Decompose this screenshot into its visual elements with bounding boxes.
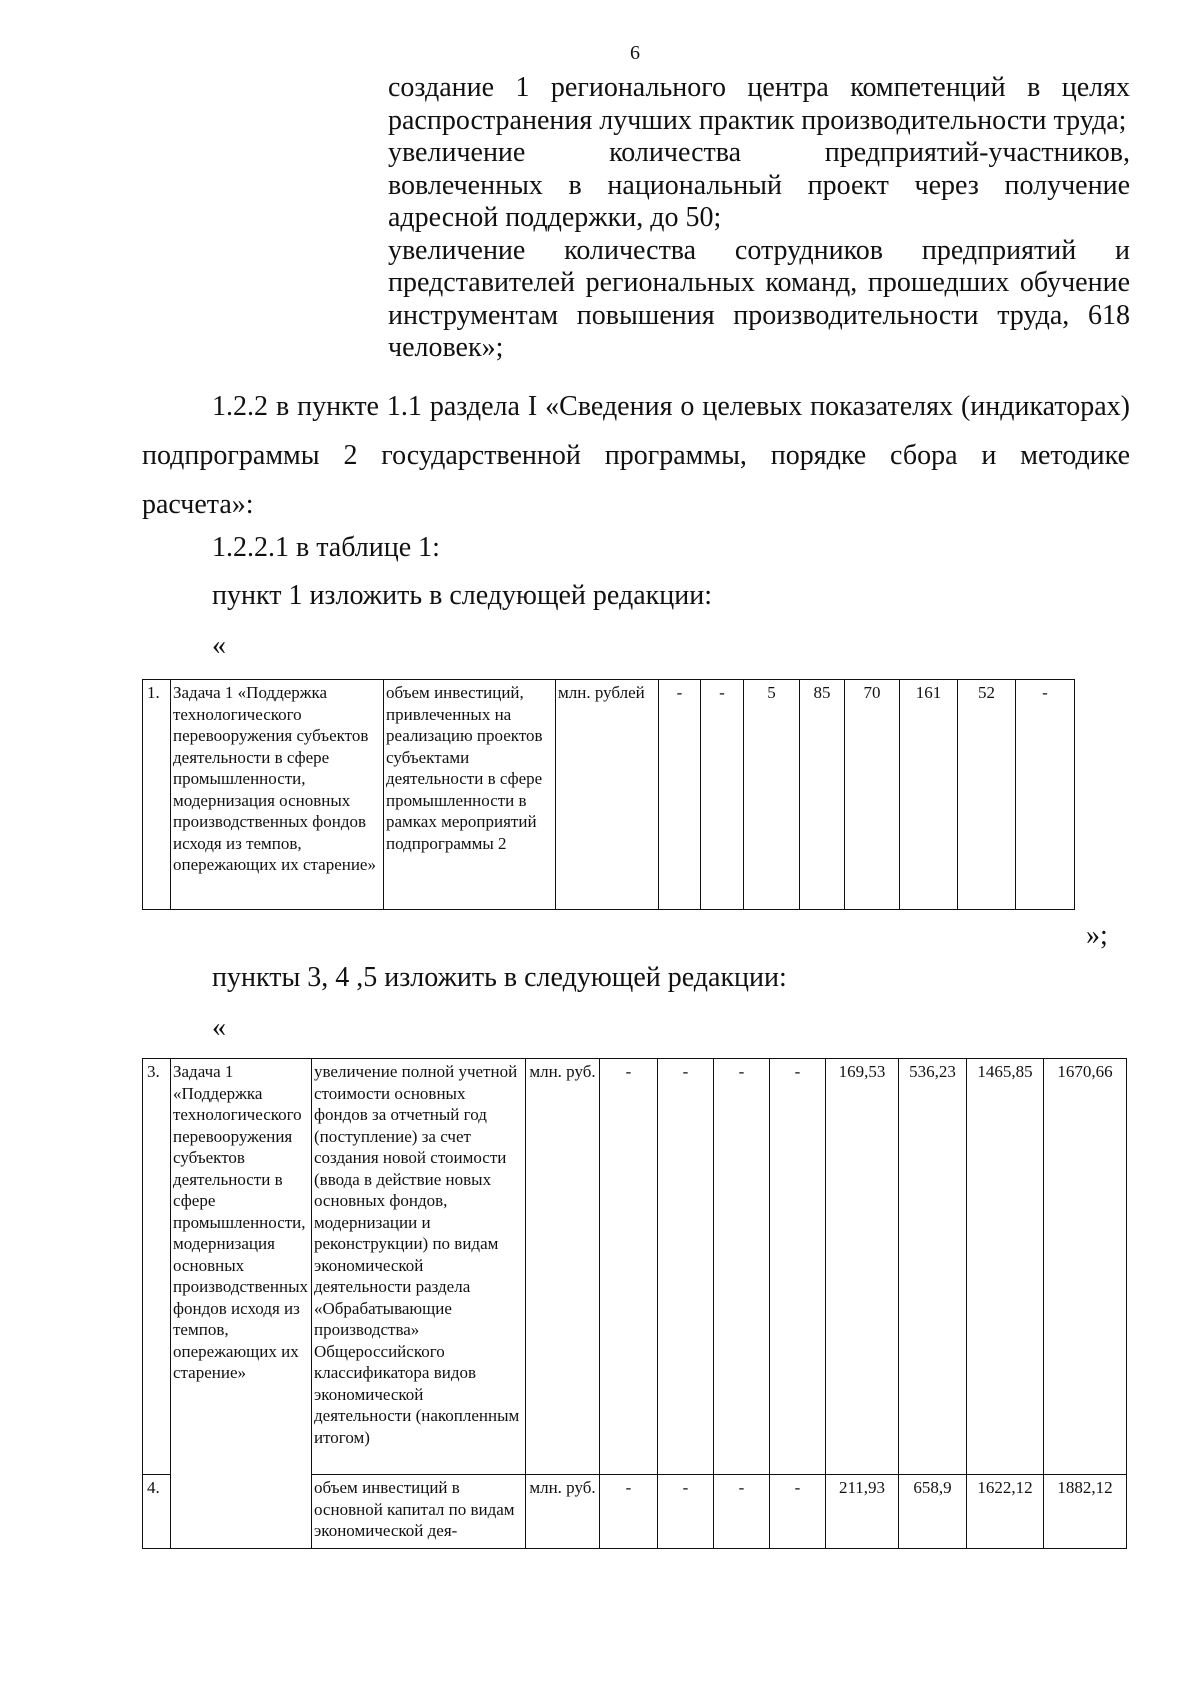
value-cell: 169,53 [826, 1059, 899, 1475]
paragraph-punkty: пункты 3, 4 ,5 изложить в следующей редакции: [212, 962, 787, 993]
value-cell: - [1016, 680, 1075, 910]
value-cell: - [658, 1475, 714, 1549]
value-cell: 1465,85 [967, 1059, 1044, 1475]
value-cell: 85 [800, 680, 845, 910]
value-cell: 1622,12 [967, 1475, 1044, 1549]
value-cell: - [600, 1475, 658, 1549]
list-block [388, 72, 1130, 365]
value-cell: 70 [845, 680, 900, 910]
open-quote-1: « [212, 630, 226, 661]
row-index: 4. [143, 1475, 171, 1549]
paragraph-1-2-2: 1.2.2 в пункте 1.1 раздела I «Сведения о целевых показателях (индикаторах) подпрограммы 2 государственной программы, порядке сбора и методике расчета»: [142, 391, 1130, 520]
table-1 [142, 679, 1075, 910]
value-cell: 211,93 [826, 1475, 899, 1549]
value-cell: 1882,12 [1044, 1475, 1127, 1549]
table-row [143, 680, 1075, 910]
value-cell: - [714, 1059, 770, 1475]
unit-cell: млн. рублей [556, 680, 659, 910]
table-row [143, 1059, 1127, 1475]
indicator-cell: увеличение полной учетной стоимости основных фондов за отчетный год (поступление) за счет создания новой стоимости (ввода в действие новых основных фондов, модернизации и реконструкции) по видам экономической деятельности раздела «Обрабатывающие производства» Общероссийского классификатора видов экономической деятельности (накопленным итогом) [312, 1059, 526, 1475]
paragraph-punkt-1: пункт 1 изложить в следующей редакции: [212, 580, 712, 611]
value-cell: 5 [744, 680, 800, 910]
value-cell: 52 [958, 680, 1016, 910]
paragraph-1-2-2-1: 1.2.2.1 в таблице 1: [212, 532, 440, 563]
table-2 [142, 1058, 1127, 1549]
unit-cell: млн. руб. [526, 1475, 600, 1549]
value-cell: - [658, 1059, 714, 1475]
list-item: создание 1 регионального центра компетенций в целях распространения лучших практик производительности труда; [388, 72, 1130, 136]
page-number: 6 [630, 42, 640, 64]
list-item: увеличение количества предприятий-участников, вовлеченных в национальный проект через получение адресной поддержки, до 50; [388, 137, 1130, 233]
value-cell: - [600, 1059, 658, 1475]
list-item: увеличение количества сотрудников предприятий и представителей региональных команд, прошедших обучение инструментам повышения производительности труда, 618 человек»; [388, 234, 1130, 363]
value-cell: - [659, 680, 701, 910]
value-cell: 658,9 [899, 1475, 967, 1549]
row-index: 1. [143, 680, 171, 910]
open-quote-2: « [212, 1012, 226, 1043]
close-quote-1: »; [1086, 920, 1108, 951]
unit-cell: млн. руб. [526, 1059, 600, 1475]
task-cell: Задача 1 «Поддержка технологического перевооружения субъектов деятельности в сфере промышленности, модернизация основных производственных фондов исходя из темпов, опережающих их старение» [171, 680, 384, 910]
value-cell: - [770, 1059, 826, 1475]
task-cell: Задача 1 «Поддержка технологического перевооружения субъектов деятельности в сфере промышленности, модернизация основных производственных фондов исходя из темпов, опережающих их старение» [171, 1059, 312, 1549]
indicator-cell: объем инвестиций, привлеченных на реализацию проектов субъектами деятельности в сфере промышленности в рамках мероприятий подпрограммы 2 [384, 680, 556, 910]
value-cell: - [714, 1475, 770, 1549]
row-index: 3. [143, 1059, 171, 1475]
indicator-cell: объем инвестиций в основной капитал по видам экономической дея- [312, 1475, 526, 1549]
value-cell: 1670,66 [1044, 1059, 1127, 1475]
value-cell: - [770, 1475, 826, 1549]
value-cell: 536,23 [899, 1059, 967, 1475]
value-cell: - [701, 680, 744, 910]
value-cell: 161 [900, 680, 958, 910]
